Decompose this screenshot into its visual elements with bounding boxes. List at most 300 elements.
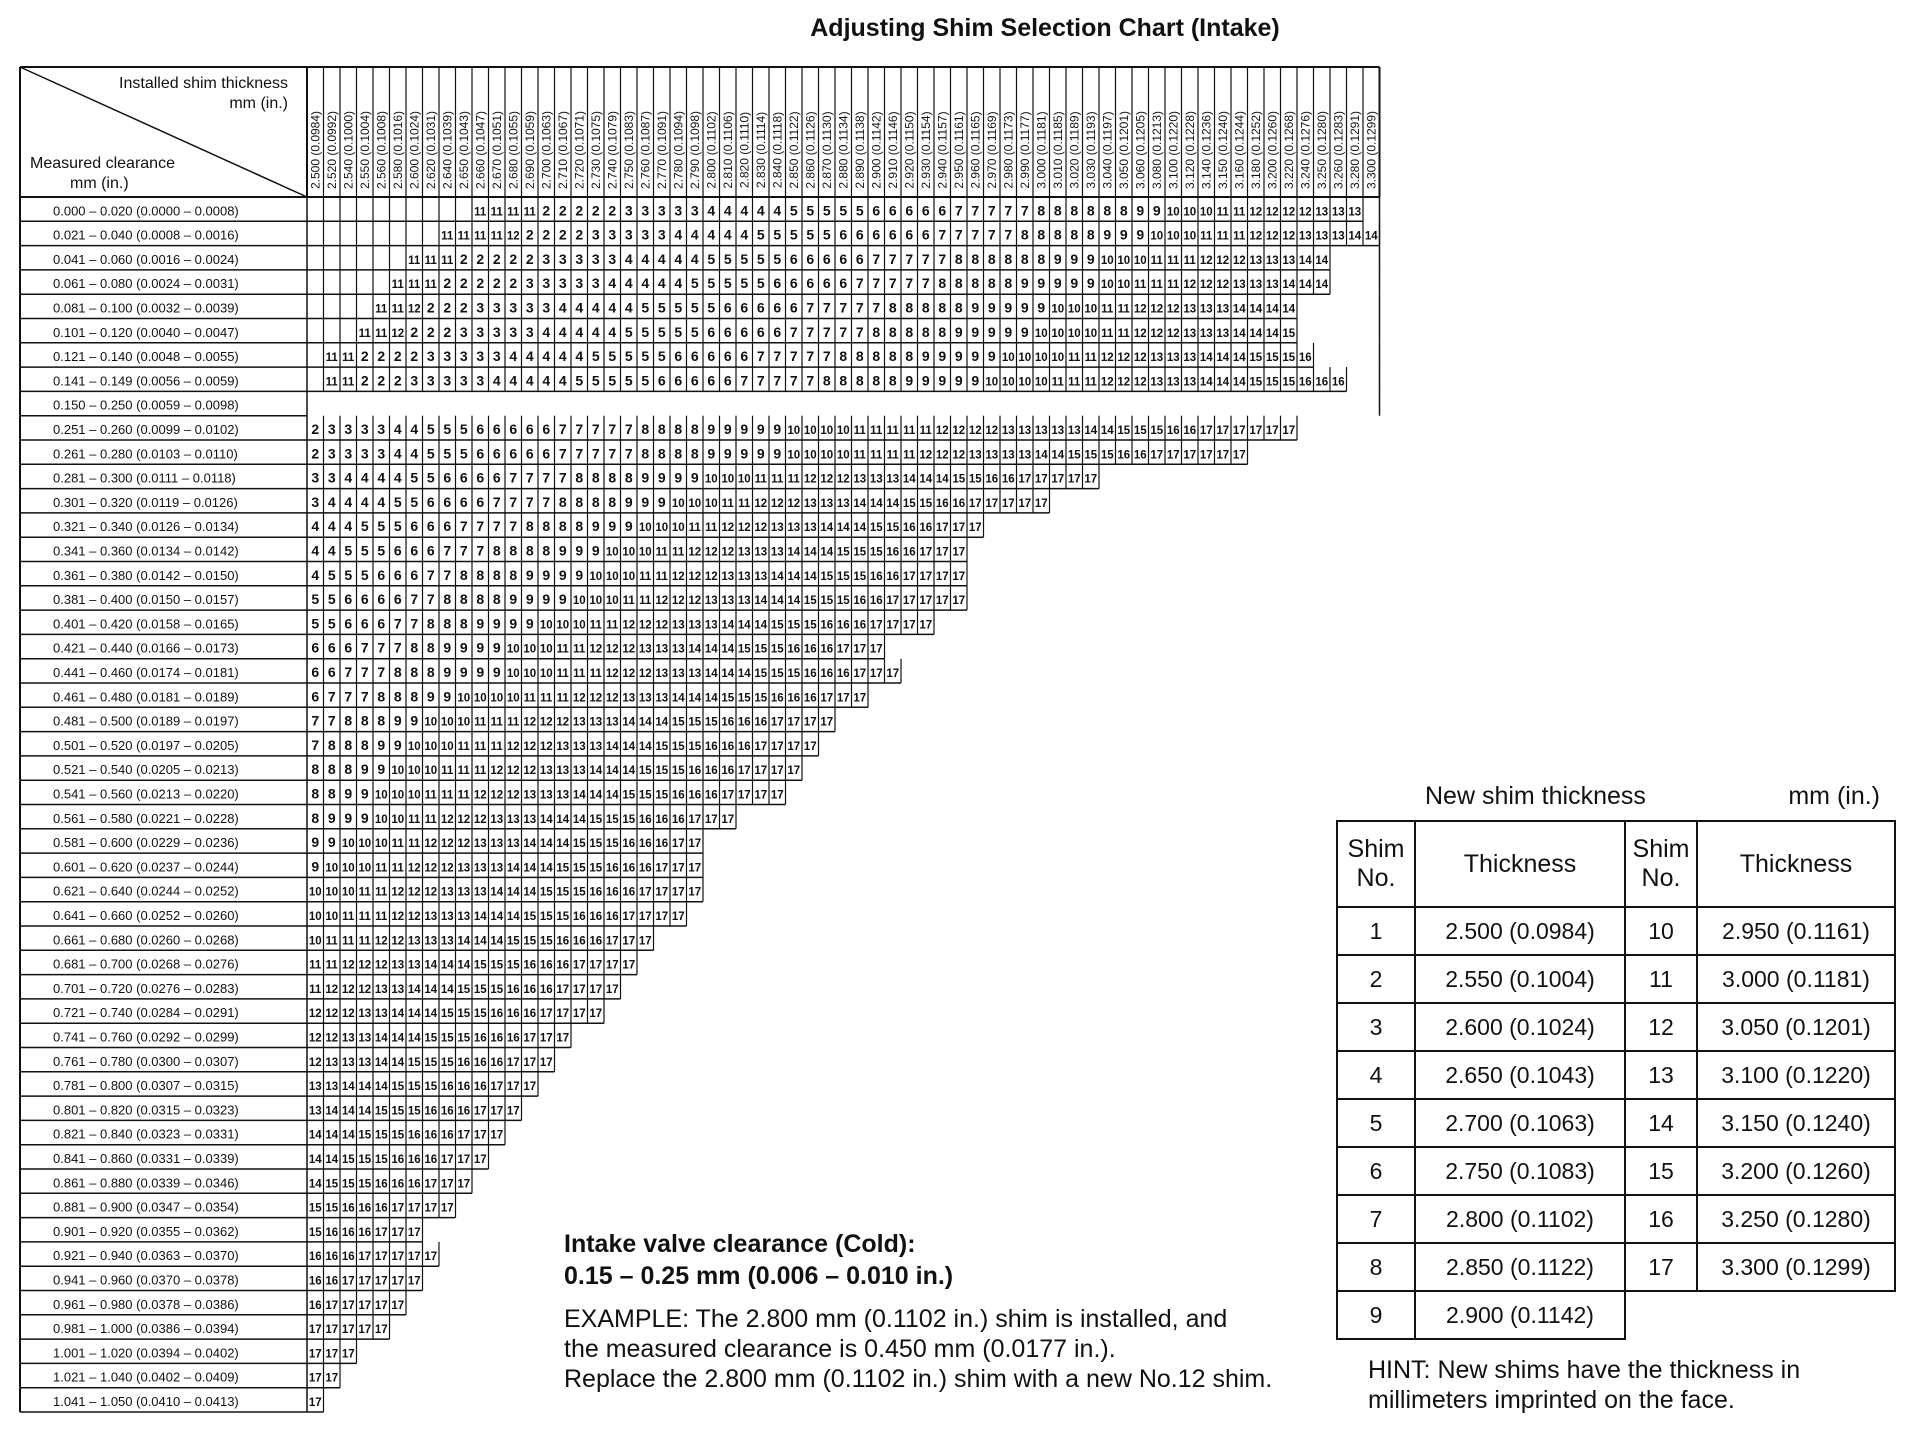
shim-no-cell: 7 (773, 348, 782, 365)
shim-no-cell: 12 (1117, 376, 1131, 389)
shim-no-cell: 13 (358, 1032, 372, 1045)
shim-no-cell: 14 (325, 1105, 339, 1118)
shim-no-cell: 16 (440, 1081, 454, 1094)
shim-no-cell: 14 (721, 619, 735, 632)
shim-no-cell: 7 (938, 250, 947, 267)
shim-no-cell: 6 (344, 639, 353, 656)
shim-no-cell: 15 (1084, 449, 1098, 462)
shim-no-cell: 11 (556, 692, 569, 705)
column-header-label: 2.710 (0.1067) (555, 110, 570, 190)
shim-no-cell: 9 (690, 469, 699, 486)
shim-no-cell: 17 (358, 1251, 372, 1264)
shim-no-cell: 12 (622, 619, 636, 632)
shim-no-cell: 15 (605, 813, 619, 826)
shim-no-cell: 14 (391, 1056, 405, 1069)
shim-no-cell: 13 (407, 959, 421, 972)
shim-no-cell: 6 (410, 542, 419, 559)
shim-no-cell: 3 (525, 275, 534, 292)
column-header-label: 2.870 (0.1130) (819, 111, 834, 189)
shim-no-cell: 14 (1265, 303, 1279, 316)
shim-no-cell: 17 (655, 886, 669, 899)
shim-no-cell: 14 (853, 522, 867, 535)
shim-no-cell: 8 (476, 591, 485, 608)
shim-no-cell: 7 (443, 566, 452, 583)
shim-no-cell: 15 (341, 1178, 355, 1191)
shim-no-cell: 8 (575, 518, 584, 535)
shim-no-cell: 13 (737, 546, 751, 559)
shim-no-cell: 11 (1167, 279, 1180, 292)
shim-no-cell: 17 (919, 619, 933, 632)
shim-no-cell: 17 (539, 1056, 553, 1069)
thickness-cell: 3.250 (0.1280) (1697, 1195, 1895, 1243)
shim-no-cell: 11 (474, 230, 487, 243)
shim-no-cell: 17 (341, 1275, 355, 1288)
shim-no-cell: 4 (707, 202, 716, 219)
shim-no-cell: 14 (721, 643, 735, 656)
column-header-label: 2.890 (0.1138) (852, 111, 867, 189)
shim-no-cell: 12 (1265, 206, 1279, 219)
shim-no-cell: 4 (311, 566, 320, 583)
shim-no-cell: 7 (839, 299, 848, 316)
shim-no-cell: 9 (476, 639, 485, 656)
shim-no-cell: 6 (773, 275, 782, 292)
shim-no-cell: 17 (407, 1275, 421, 1288)
shim-no-cell: 10 (424, 716, 438, 729)
shim-no-cell: 17 (968, 522, 982, 535)
shim-no-cell: 3 (657, 202, 666, 219)
shim-no-cell: 7 (525, 493, 534, 510)
shim-no-cell: 15 (391, 1105, 405, 1118)
shim-no-cell: 15 (589, 813, 603, 826)
shim-no-cell: 9 (476, 615, 485, 632)
shim-no-cell: 14 (490, 911, 504, 923)
shim-no-cell: 16 (869, 570, 883, 583)
shim-no-cell: 7 (806, 372, 815, 389)
shim-no-cell: 9 (377, 761, 386, 778)
shim-no-cell: 9 (938, 348, 947, 365)
column-header-label: 2.990 (0.1177) (1017, 111, 1032, 189)
shim-no-cell: 15 (737, 643, 751, 656)
shim-no-cell: 12 (638, 668, 652, 680)
shim-no-cell: 16 (325, 1251, 339, 1264)
shim-no-cell: 12 (1133, 352, 1147, 365)
shim-no-cell: 7 (509, 493, 518, 510)
column-header-label: 2.680 (0.1055) (506, 110, 521, 190)
shim-no-cell: 13 (1216, 303, 1230, 316)
shim-no-cell: 4 (558, 348, 567, 365)
shim-no-cell: 9 (1086, 275, 1095, 292)
shim-no-cell: 7 (377, 639, 386, 656)
shim-no-cell: 14 (407, 1032, 421, 1045)
shim-no-cell: 14 (391, 1032, 405, 1045)
shim-no-cell: 16 (391, 1178, 405, 1191)
shim-no-cell: 16 (506, 1032, 520, 1045)
shim-no-cell: 16 (308, 1275, 322, 1288)
shim-no-cell: 15 (1117, 425, 1131, 437)
shim-no-cell: 17 (424, 1202, 438, 1215)
row-clearance-label: 0.661 – 0.680 (0.0260 – 0.0268) (53, 932, 239, 948)
shim-no-cell: 11 (556, 643, 569, 656)
shim-no-cell: 16 (407, 1129, 421, 1142)
shim-no-cell: 17 (886, 619, 900, 632)
shim-no-cell: 9 (525, 566, 534, 583)
shim-no-cell: 12 (325, 1032, 339, 1045)
shim-no-cell: 13 (374, 983, 388, 996)
column-header-label: 3.150 (0.1240) (1215, 110, 1230, 190)
row-clearance-label: 0.341 – 0.360 (0.0134 – 0.0142) (53, 543, 239, 559)
shim-no-cell: 14 (374, 1081, 388, 1094)
shim-no-cell: 10 (1100, 254, 1114, 267)
shim-no-cell: 16 (523, 983, 537, 996)
shim-no-cell: 6 (393, 566, 402, 583)
shim-no-cell: 7 (525, 469, 534, 486)
shim-no-cell: 14 (1282, 279, 1296, 292)
shim-no-cell: 12 (704, 546, 718, 559)
shim-no-cell: 10 (539, 668, 553, 680)
column-header-label: 2.580 (0.1016) (390, 110, 405, 190)
shim-no-cell: 6 (426, 518, 435, 535)
shim-no-cell: 7 (459, 542, 468, 559)
shim-no-cell: 16 (886, 570, 900, 583)
row-clearance-label: 1.001 – 1.020 (0.0394 – 0.0402) (53, 1345, 239, 1361)
shim-no-cell: 13 (1183, 352, 1197, 365)
shim-no-cell: 7 (1337, 1195, 1415, 1243)
shim-no-cell: 11 (457, 740, 470, 753)
column-header-label: 2.910 (0.1146) (885, 111, 900, 189)
shim-no-cell: 5 (707, 299, 716, 316)
shim-no-cell: 3 (591, 226, 600, 243)
clearance-value: 0.15 – 0.25 mm (0.006 – 0.010 in.) (564, 1262, 954, 1290)
shim-no-cell: 4 (773, 202, 782, 219)
shim-no-cell: 7 (971, 202, 980, 219)
shim-no-cell: 14 (1249, 327, 1263, 340)
shim-no-cell: 16 (374, 1178, 388, 1191)
shim-no-cell: 11 (408, 279, 421, 292)
shim-no-cell: 15 (869, 522, 883, 535)
shim-no-cell: 6 (525, 445, 534, 462)
table-row (1337, 1291, 1895, 1339)
shim-no-cell: 10 (1018, 352, 1032, 365)
shim-no-cell: 10 (803, 425, 817, 437)
shim-no-cell: 13 (869, 473, 883, 486)
shim-no-cell: 15 (308, 1202, 322, 1215)
shim-no-cell: 3 (674, 202, 683, 219)
shim-no-cell: 16 (1331, 376, 1345, 389)
shim-no-cell: 16 (490, 1032, 504, 1045)
shim-no-cell: 12 (836, 473, 850, 486)
shim-no-cell: 12 (1249, 230, 1263, 243)
shim-no-cell: 11 (853, 449, 866, 462)
shim-no-cell: 12 (1282, 230, 1296, 243)
shim-no-cell: 4 (542, 348, 551, 365)
shim-no-cell: 10 (638, 546, 652, 559)
shim-no-cell: 8 (344, 712, 353, 729)
shim-no-cell: 11 (1084, 376, 1097, 389)
table-row (1337, 955, 1895, 1003)
shim-no-cell: 10 (737, 473, 751, 486)
shim-no-cell: 9 (723, 445, 732, 462)
shim-no-cell: 16 (407, 1154, 421, 1166)
shim-no-cell: 9 (542, 591, 551, 608)
shim-no-cell: 14 (638, 740, 652, 753)
shim-no-cell: 2 (525, 250, 534, 267)
shim-no-cell: 4 (558, 299, 567, 316)
shim-no-cell: 15 (836, 570, 850, 583)
shim-no-cell: 6 (377, 566, 386, 583)
shim-no-cell: 8 (459, 566, 468, 583)
shim-no-cell: 13 (1001, 425, 1015, 437)
shim-no-cell: 8 (954, 250, 963, 267)
shim-no-cell: 10 (374, 813, 388, 826)
shim-no-cell: 14 (1265, 327, 1279, 340)
shim-no-cell: 14 (886, 497, 900, 510)
shim-no-cell: 11 (655, 570, 668, 583)
shim-no-cell: 11 (408, 838, 421, 851)
shim-no-cell: 12 (473, 813, 487, 826)
shim-no-cell: 5 (690, 299, 699, 316)
table-row (1337, 1195, 1895, 1243)
shim-no-cell: 7 (822, 299, 831, 316)
column-header-label: 3.000 (0.1181) (1034, 111, 1049, 189)
shim-no-cell: 13 (1051, 425, 1065, 437)
shim-no-cell: 6 (773, 323, 782, 340)
shim-no-cell: 17 (1216, 425, 1230, 437)
thickness-cell: 3.150 (0.1240) (1697, 1099, 1895, 1147)
shim-no-cell: 8 (344, 736, 353, 753)
shim-no-cell: 4 (641, 250, 650, 267)
shim-no-cell: 11 (342, 376, 355, 389)
shim-no-cell: 8 (822, 372, 831, 389)
shim-no-cell: 15 (473, 1008, 487, 1021)
row-clearance-label: 0.441 – 0.460 (0.0174 – 0.0181) (53, 665, 239, 680)
shim-no-cell: 17 (391, 1251, 405, 1264)
shim-no-cell: 16 (655, 813, 669, 826)
shim-no-cell: 14 (820, 546, 834, 559)
shim-no-cell: 14 (572, 813, 586, 826)
column-header-label: 2.500 (0.0984) (308, 110, 323, 190)
shim-no-cell: 12 (440, 862, 454, 875)
shim-no-cell: 15 (424, 1032, 438, 1045)
column-header-label: 2.650 (0.1043) (456, 110, 471, 190)
shim-no-cell: 13 (1265, 279, 1279, 292)
shim-no-cell: 12 (572, 692, 586, 705)
example-line-1: EXAMPLE: The 2.800 mm (0.1102 in.) shim is installed, and (564, 1305, 1228, 1333)
shim-no-cell: 15 (1249, 352, 1263, 365)
shim-no-cell: 11 (309, 983, 322, 996)
shim-no-cell: 16 (473, 1081, 487, 1094)
shim-no-cell: 10 (440, 740, 454, 753)
shim-no-cell: 5 (624, 348, 633, 365)
shim-no-cell: 15 (457, 1032, 471, 1045)
shim-no-cell: 17 (919, 570, 933, 583)
col-shim-no: Shim No. (1337, 821, 1415, 907)
shim-no-cell: 14 (605, 789, 619, 802)
shim-no-cell: 15 (457, 1008, 471, 1021)
shim-no-cell: 14 (688, 643, 702, 656)
shim-no-cell: 10 (341, 886, 355, 899)
shim-no-cell: 3 (311, 493, 320, 510)
shim-no-cell: 11 (391, 303, 404, 316)
shim-no-cell: 4 (608, 275, 617, 292)
shim-no-cell: 4 (360, 469, 369, 486)
shim-no-cell: 9 (525, 591, 534, 608)
shim-no-cell: 12 (952, 449, 966, 462)
shim-no-cell: 13 (589, 716, 603, 729)
shim-no-cell: 12 (704, 570, 718, 583)
shim-no-cell: 5 (773, 250, 782, 267)
shim-no-cell: 6 (690, 372, 699, 389)
shim-no-cell: 3 (344, 445, 353, 462)
shim-no-cell: 8 (855, 372, 864, 389)
shim-no-cell: 11 (622, 595, 635, 608)
shim-no-cell: 16 (869, 595, 883, 608)
column-header-label: 2.750 (0.1083) (621, 110, 636, 190)
shim-no-cell: 9 (492, 664, 501, 680)
shim-no-cell: 7 (344, 688, 353, 705)
shim-no-cell: 17 (820, 716, 834, 729)
hint-note (1368, 1355, 1888, 1415)
shim-no-cell: 11 (870, 449, 883, 462)
thickness-cell: 3.000 (0.1181) (1697, 955, 1895, 1003)
shim-no-cell: 13 (1331, 230, 1345, 243)
shim-no-cell: 2 (459, 299, 468, 316)
col-thickness: Thickness (1415, 821, 1625, 907)
row-clearance-label: 0.000 – 0.020 (0.0000 – 0.0008) (53, 203, 239, 219)
shim-no-cell: 6 (542, 421, 551, 437)
shim-no-cell: 3 (426, 348, 435, 365)
shim-no-cell: 8 (591, 469, 600, 486)
shim-no-cell: 11 (523, 206, 536, 219)
shim-no-cell: 17 (869, 643, 883, 656)
shim-no-cell: 8 (410, 688, 419, 705)
table-row (1337, 1051, 1895, 1099)
shim-no-cell: 12 (539, 740, 553, 753)
shim-no-cell: 3 (377, 445, 386, 462)
shim-no-cell: 8 (575, 469, 584, 486)
shim-no-cell: 8 (921, 323, 930, 340)
shim-no-cell: 8 (525, 542, 534, 559)
shim-no-cell: 17 (506, 1105, 520, 1118)
shim-no-cell: 13 (737, 595, 751, 608)
shim-no-cell: 12 (1150, 303, 1164, 316)
shim-no-cell: 11 (853, 425, 866, 437)
shim-no-cell: 14 (902, 473, 916, 486)
shim-no-cell: 11 (705, 522, 718, 535)
shim-no-cell: 14 (341, 1105, 355, 1118)
shim-no-cell: 16 (1315, 376, 1329, 389)
column-header-label: 3.260 (0.1283) (1331, 110, 1346, 190)
shim-no-cell: 10 (1117, 279, 1131, 292)
shim-no-cell: 16 (638, 813, 652, 826)
shim-no-cell: 9 (327, 834, 336, 851)
shim-no-cell: 6 (1337, 1147, 1415, 1195)
shim-no-cell: 11 (474, 765, 487, 778)
shim-no-cell: 11 (342, 352, 355, 365)
shim-no-cell: 2 (443, 275, 452, 292)
shim-no-cell: 11 (1084, 352, 1097, 365)
shim-no-cell: 16 (589, 911, 603, 923)
shim-no-cell: 16 (374, 1202, 388, 1215)
thickness-cell: 2.900 (0.1142) (1415, 1291, 1625, 1339)
shim-no-cell: 6 (872, 226, 881, 243)
shim-no-cell: 2 (509, 275, 518, 292)
shim-no-cell: 13 (688, 668, 702, 680)
shim-no-cell: 12 (589, 692, 603, 705)
shim-no-cell: 16 (407, 1178, 421, 1191)
shim-no-cell: 11 (721, 497, 734, 510)
shim-no-cell: 9 (542, 566, 551, 583)
shim-no-cell: 10 (721, 473, 735, 486)
shim-no-cell: 6 (377, 615, 386, 632)
shim-no-cell: 6 (476, 421, 485, 437)
shim-no-cell: 4 (311, 518, 320, 535)
shim-no-cell: 16 (457, 1056, 471, 1069)
shim-no-cell: 4 (410, 445, 419, 462)
shim-no-cell: 13 (1166, 352, 1180, 365)
shim-no-cell: 8 (542, 542, 551, 559)
col-thickness-2: Thickness (1697, 821, 1895, 907)
shim-no-cell: 10 (836, 449, 850, 462)
shim-no-cell: 13 (688, 619, 702, 632)
shim-no-cell: 15 (506, 935, 520, 948)
shim-no-cell: 17 (1199, 449, 1213, 462)
shim-no-cell: 9 (476, 664, 485, 680)
shim-no-cell: 14 (506, 886, 520, 899)
shim-no-cell: 13 (589, 740, 603, 753)
shim-no-cell: 17 (869, 619, 883, 632)
shim-no-cell: 4 (377, 469, 386, 486)
shim-no-cell: 5 (756, 275, 765, 292)
shim-no-cell: 7 (921, 250, 930, 267)
shim-no-cell: 11 (573, 643, 586, 656)
shim-no-cell: 12 (1183, 279, 1197, 292)
shim-no-cell: 15 (688, 740, 702, 753)
row-clearance-label: 0.461 – 0.480 (0.0181 – 0.0189) (53, 689, 239, 705)
shim-no-cell: 16 (341, 1202, 355, 1215)
shim-no-cell: 4 (608, 323, 617, 340)
shim-no-cell: 10 (1166, 230, 1180, 243)
shim-no-cell: 4 (542, 323, 551, 340)
shim-no-cell: 5 (591, 372, 600, 389)
shim-no-cell: 11 (1101, 327, 1114, 340)
shim-no-cell: 14 (655, 716, 669, 729)
shim-no-cell: 9 (360, 761, 369, 778)
shim-no-cell: 17 (902, 570, 916, 583)
shim-no-cell: 6 (509, 445, 518, 462)
shim-no-cell: 14 (358, 1081, 372, 1094)
shim-no-cell: 16 (325, 1275, 339, 1288)
shim-no-cell: 13 (1067, 425, 1081, 437)
shim-no-cell: 13 (1249, 279, 1263, 292)
shim-no-cell: 7 (822, 348, 831, 365)
shim-no-cell: 10 (1034, 327, 1048, 340)
shim-no-cell: 3 (327, 445, 336, 462)
column-header-label: 2.960 (0.1165) (968, 111, 983, 189)
shim-no-cell: 12 (308, 1056, 322, 1069)
row-clearance-label: 0.321 – 0.340 (0.0126 – 0.0134) (53, 519, 239, 535)
shim-no-cell: 14 (1051, 449, 1065, 462)
shim-no-cell: 12 (1117, 352, 1131, 365)
shim-no-cell: 5 (740, 250, 749, 267)
shim-no-cell: 15 (539, 935, 553, 948)
shim-no-cell: 15 (770, 643, 784, 656)
shim-no-cell: 13 (572, 716, 586, 729)
shim-no-cell: 16 (704, 765, 718, 778)
shim-no-cell: 8 (426, 639, 435, 656)
row-clearance-label: 0.251 – 0.260 (0.0099 – 0.0102) (53, 422, 239, 437)
shim-no-cell: 15 (1282, 352, 1296, 365)
shim-no-cell: 6 (344, 591, 353, 608)
